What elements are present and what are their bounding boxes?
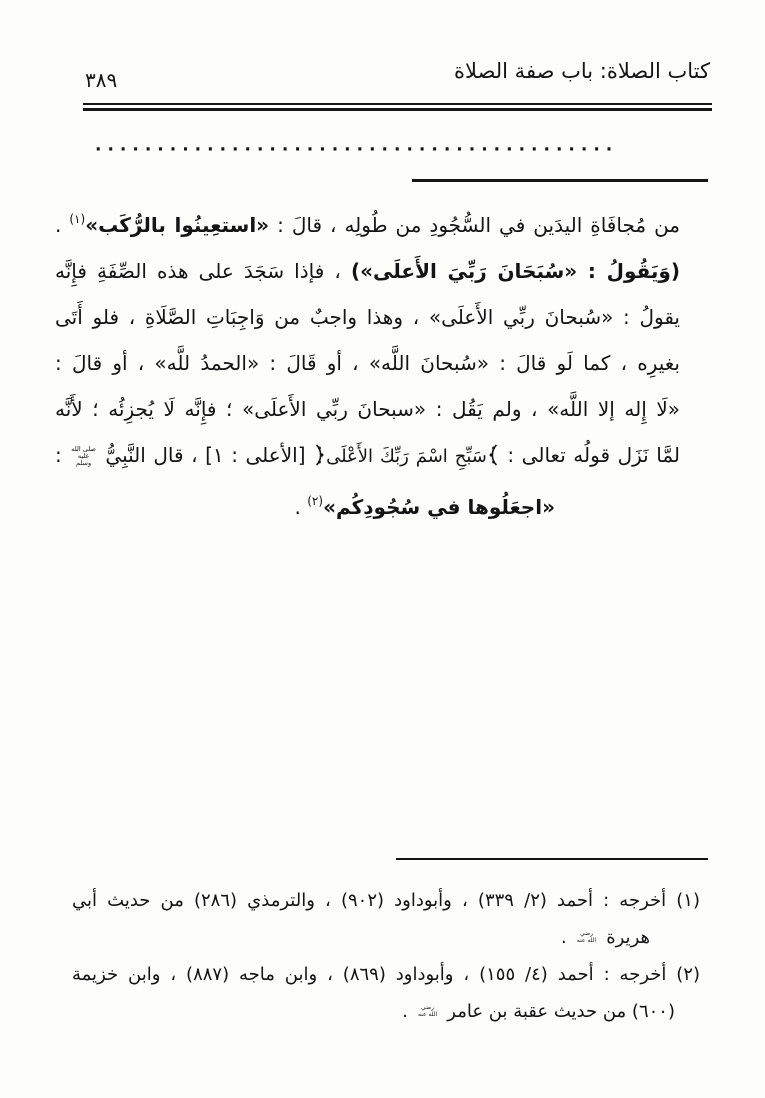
quran-verse: سَبِّحِ اسْمَ رَبِّكَ الأَعْلَى <box>326 446 487 467</box>
footnote-2-line-1 <box>72 956 700 993</box>
body-text-run: بغيرِه ، كما لَو قالَ : «سُبحانَ اللَّه» ، أو قَالَ : «الحمدُ للَّه» ، أو قالَ : <box>55 351 680 375</box>
footnote-text: (١) أخرجه : أحمد (٢/ ٣٣٩) ، وأبوداود (٩٠٢) ، والترمذي (٢٨٦) من حديث أبي <box>72 890 700 911</box>
body-line-5 <box>55 386 680 432</box>
page-header <box>85 54 710 102</box>
quran-open-bracket-icon <box>488 444 499 466</box>
matn-divider <box>412 179 708 182</box>
hadith-quote: «اجعَلُوها في سُجُودِكُم» <box>323 495 555 519</box>
footnote-text: هريرة <box>600 927 650 948</box>
body-text <box>55 196 680 524</box>
footnote-2-line-2 <box>72 993 700 1030</box>
matn-ellipsis: ·········································· <box>95 140 619 160</box>
body-text-run: [الأعلى : ١] ، قال النَّبِيُّ <box>97 443 314 467</box>
body-text-run: : <box>55 443 70 467</box>
footnotes <box>72 882 700 1030</box>
quran-close-bracket-icon <box>314 444 325 466</box>
body-line-1 <box>55 196 680 242</box>
body-line-2 <box>55 248 680 294</box>
footnote-text: . <box>561 927 573 948</box>
body-text-run: . <box>294 495 308 519</box>
ra-icon: رضي الله عنه <box>576 930 597 944</box>
hadith-quote: «استعِينُوا بالرُّكَب» <box>85 213 270 237</box>
header-divider <box>83 103 712 111</box>
body-text-run: . <box>55 213 70 237</box>
body-text-run: يقولُ : «سُبحانَ ربِّي الأَعلَى» ، وهذا واجبٌ من وَاجِبَاتِ الصَّلَاةِ ، فلو أَتَى <box>55 305 680 329</box>
footnote-marker-1: (١) <box>69 212 86 226</box>
footnote-text: (٦٠٠) من حديث عقبة بن عامر <box>441 1001 675 1022</box>
header-title: كتاب الصلاة: باب صفة الصلاة <box>454 59 710 83</box>
body-line-7 <box>55 478 680 524</box>
body-line-6 <box>55 432 680 478</box>
footnote-text: . <box>402 1001 414 1022</box>
body-text-run: لمَّا نَزَل قولُه تعالى : <box>499 443 680 467</box>
footnote-1-line-1 <box>72 882 700 919</box>
body-text-run: «لَا إِله إلا اللَّه» ، ولم يَقُل : «سبحانَ ربِّي الأَعلَى» ؛ فإِنَّه لَا يُجزِئُه ؛ لأَنَّه <box>55 397 680 421</box>
ra-icon: رضي الله عنه <box>417 1004 438 1018</box>
footnote-text: (٢) أخرجه : أحمد (٤/ ١٥٥) ، وأبوداود (٨٦٩) ، وابن ماجه (٨٨٧) ، وابن خزيمة <box>72 964 700 985</box>
matn-phrase: (وَيَقُولُ : «سُبَحَانَ رَبِّيَ الأَعلَى») <box>350 259 681 283</box>
pbuh-icon: صلى الله عليه وسلم <box>71 444 96 468</box>
body-line-4 <box>55 340 680 386</box>
page-number: ٣٨٩ <box>85 68 118 92</box>
body-line-3 <box>55 294 680 340</box>
footnote-1-line-2 <box>72 919 700 956</box>
body-text-run: من مُجافَاةِ اليدَين في السُّجُودِ من طُولِه ، قالَ : <box>269 213 681 237</box>
footnote-marker-2: (٢) <box>307 494 324 508</box>
footnote-divider <box>396 858 708 860</box>
body-text-run: ، فإذا سَجَدَ على هذه الصِّفَةِ فإِنَّه <box>55 259 351 283</box>
